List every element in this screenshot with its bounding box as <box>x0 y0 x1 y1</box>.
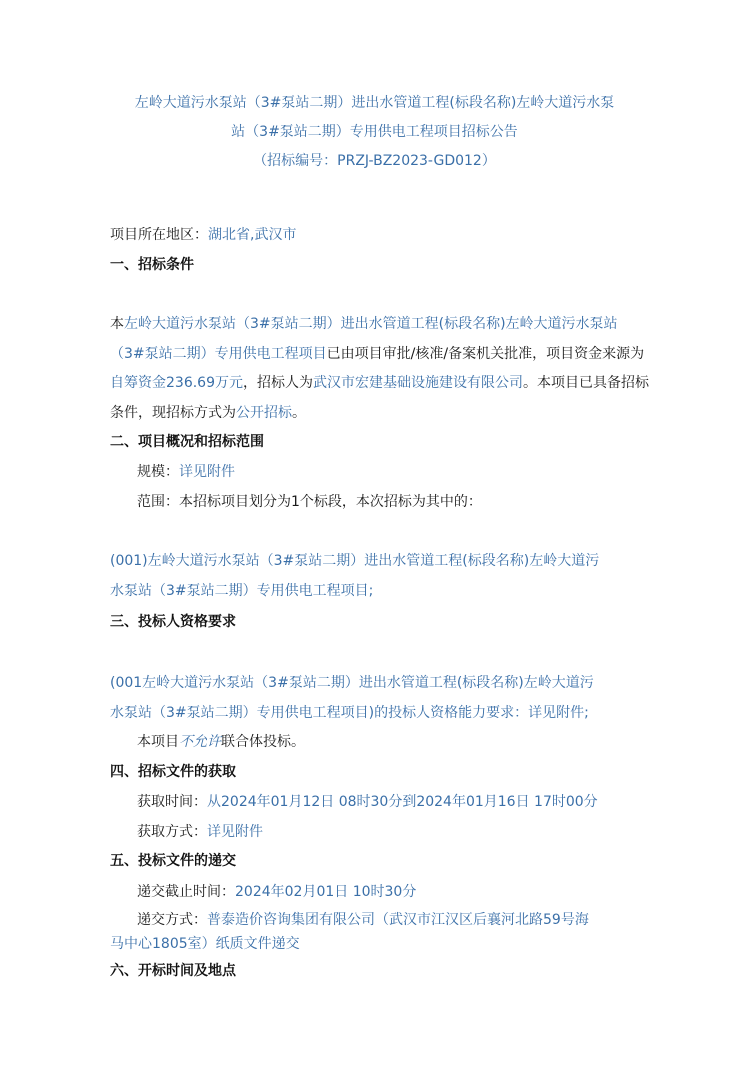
project-name: 左岭大道污水泵站（3#泵站二期）进出水管道工程(标段名称)左岭大道污水泵站（3#泵站二期）专用供电工程项目 <box>110 316 618 362</box>
submit-method-label: 递交方式： <box>137 912 207 928</box>
submit-method-value-1: 普泰造价咨询集团有限公司（武汉市江汉区后襄河北路59号海 <box>207 912 589 928</box>
section-4-heading: 四、招标文件的获取 <box>110 764 236 780</box>
requirement-line-2: 水泵站（3#泵站二期）专用供电工程项目)的投标人资格能力要求：详见附件; <box>110 705 589 721</box>
section-6-heading: 六、开标时间及地点 <box>110 963 236 979</box>
title-line-1: 左岭大道污水泵站（3#泵站二期）进出水管道工程(标段名称)左岭大道污水泵 <box>134 95 615 111</box>
deadline-value: 2024年02月01日 10时30分 <box>235 884 417 900</box>
obtain-method-row <box>137 822 263 842</box>
scope-row: 范围：本招标项目划分为1个标段，本次招标为其中的： <box>137 494 482 510</box>
tenderer-name: 武汉市宏建基础设施建设有限公司 <box>313 375 523 391</box>
lot-line-2: 水泵站（3#泵站二期）专用供电工程项目; <box>110 583 374 599</box>
scale-row <box>137 462 235 482</box>
scale-value: 详见附件 <box>179 464 235 480</box>
joint-bid-value: 不允许 <box>179 734 221 750</box>
submit-method-value-2: 马中心1805室）纸质文件递交 <box>110 936 300 952</box>
deadline-row <box>137 882 416 902</box>
obtain-time-value: 从2024年01月12日 08时30分到2024年01月16日 17时00分 <box>207 794 598 810</box>
section-1-paragraph <box>110 310 650 428</box>
obtain-time-row <box>137 792 598 812</box>
text-span: 联合体投标。 <box>221 734 305 750</box>
text-span: 本 <box>110 316 124 332</box>
text-span: ，招标人为 <box>243 375 313 391</box>
joint-bid-row <box>137 732 305 752</box>
tender-number: （招标编号：PRZJ-BZ2023-GD012） <box>253 153 496 169</box>
region-label: 项目所在地区： <box>110 227 208 243</box>
tender-method: 公开招标 <box>236 404 292 421</box>
region-value: 湖北省,武汉市 <box>208 227 297 243</box>
section-5-heading: 五、投标文件的递交 <box>110 853 236 869</box>
submit-method-row <box>137 910 589 930</box>
requirement-line-1: (001左岭大道污水泵站（3#泵站二期）进出水管道工程(标段名称)左岭大道污 <box>110 675 594 691</box>
project-region <box>110 225 296 245</box>
obtain-time-label: 获取时间： <box>137 794 207 810</box>
text-span: 本项目 <box>137 734 179 750</box>
text-span: 已由项目审批/核准/备案机关批准，项目资金来源为 <box>326 345 645 362</box>
title-line-2: 站（3#泵站二期）专用供电工程项目招标公告 <box>231 124 518 140</box>
text-span: 。 <box>292 404 306 421</box>
scale-label: 规模： <box>137 464 179 480</box>
deadline-label: 递交截止时间： <box>137 884 235 900</box>
section-2-heading: 二、项目概况和招标范围 <box>110 434 264 450</box>
section-1-heading: 一、招标条件 <box>110 257 194 273</box>
obtain-method-label: 获取方式： <box>137 824 207 840</box>
document-title <box>0 89 749 176</box>
obtain-method-value: 详见附件 <box>207 824 263 840</box>
section-3-heading: 三、投标人资格要求 <box>110 614 236 630</box>
lot-line-1: (001)左岭大道污水泵站（3#泵站二期）进出水管道工程(标段名称)左岭大道污 <box>110 553 600 569</box>
fund-source: 自筹资金236.69万元 <box>110 375 243 391</box>
text-span: 。本项目已具备招标条件，现招标方式为 <box>110 375 649 421</box>
